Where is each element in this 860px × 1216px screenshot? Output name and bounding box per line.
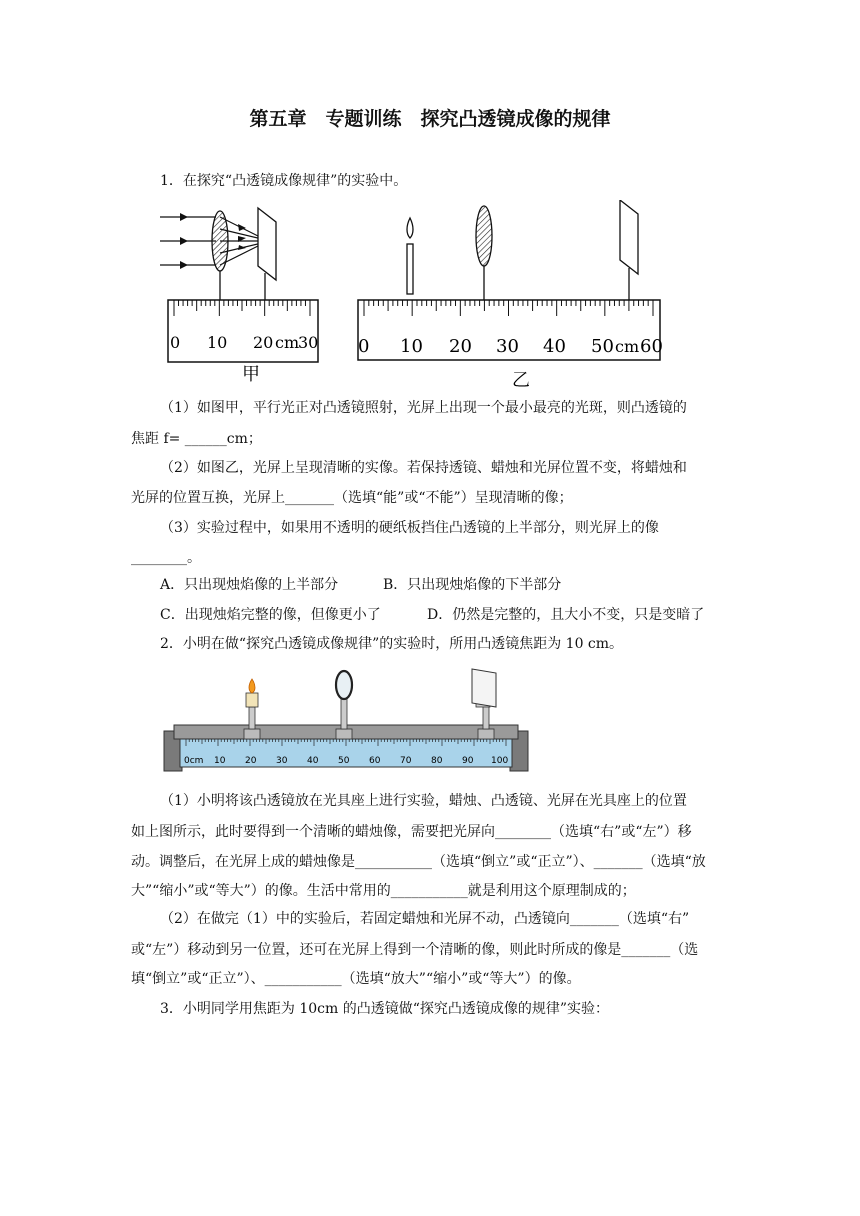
- tick-label: 30: [298, 333, 319, 352]
- q3-stem: 3．小明同学用焦距为 10cm 的凸透镜做“探究凸透镜成像的规律”实验：: [160, 1001, 610, 1017]
- q1-p3-line1: （3）实验过程中，如果用不透明的硬纸板挡住凸透镜的上半部分，则光屏上的像: [160, 520, 659, 536]
- q2-p2-line1: （2）在做完（1）中的实验后，若固定蜡烛和光屏不动，凸透镜向_______（选填“右”: [160, 911, 690, 927]
- bench-tick-label: 30: [276, 756, 288, 766]
- q1-p3-line2: ________。: [131, 550, 201, 566]
- figure-label-yi: 乙: [512, 370, 530, 391]
- q2-p1-line3: 动。调整后，在光屏上成的蜡烛像是___________（选填“倒立”或“正立”）、_______（选填“放: [131, 854, 706, 870]
- bench-tick-label: 0cm: [184, 756, 204, 766]
- screen-yi: [620, 200, 638, 274]
- bench-tick-label: 100: [491, 756, 509, 766]
- tick-label: 50: [591, 336, 614, 357]
- bench-tick-label: 10: [214, 756, 226, 766]
- q2-p1-line2: 如上图所示，此时要得到一个清晰的蜡烛像，需要把光屏向________（选填“右”或“左”）移: [131, 824, 692, 840]
- tick-label: 10: [400, 336, 423, 357]
- figure-yi: [350, 200, 670, 392]
- tick-label: 0: [170, 333, 181, 352]
- q1-p2-line2: 光屏的位置互换，光屏上_______（选填“能”或“不能”）呈现清晰的像；: [131, 490, 573, 506]
- q2-p2-line2: 或“左”）移动到另一位置，还可在光屏上得到一个清晰的像，则此时所成的像是_______（选: [131, 942, 699, 958]
- tick-label: 10: [207, 333, 228, 352]
- q1-stem: 1．在探究“凸透镜成像规律”的实验中。: [160, 173, 408, 189]
- q2-p1-line1: （1）小明将该凸透镜放在光具座上进行实验，蜡烛、凸透镜、光屏在光具座上的位置: [160, 793, 687, 809]
- q2-p2-line3: 填“倒立”或“正立”）、___________（选填“放大”“缩小”或“等大”）的像。: [131, 971, 581, 987]
- q1-option-d: D．仍然是完整的，且大小不变，只是变暗了: [427, 607, 705, 623]
- figure-label-jia: 甲: [242, 364, 260, 385]
- tick-label: 20: [449, 336, 472, 357]
- tick-label: 20: [253, 333, 274, 352]
- q2-stem: 2．小明在做“探究凸透镜成像规律”的实验时，所用凸透镜焦距为 10 cm。: [160, 636, 624, 652]
- page-title: 第五章 专题训练 探究凸透镜成像的规律: [249, 108, 611, 130]
- tick-label: 60: [640, 336, 663, 357]
- bench-tick-label: 60: [369, 756, 381, 766]
- bench-tick-label: 40: [307, 756, 319, 766]
- bench-tick-label: 50: [338, 756, 350, 766]
- tick-label: cm: [275, 333, 300, 352]
- q1-option-a: A．只出现烛焰像的上半部分: [160, 577, 339, 593]
- ruler-jia: [168, 300, 318, 362]
- screen-jia: [258, 208, 276, 280]
- figure-jia: [150, 200, 330, 390]
- lens-yi: [476, 206, 492, 266]
- lens-jia: [212, 211, 228, 271]
- tick-label: 40: [543, 336, 566, 357]
- tick-label: 0: [358, 336, 370, 357]
- lens-holder: [336, 671, 352, 739]
- bench-tick-label: 90: [462, 756, 474, 766]
- optical-bench-figure: [160, 663, 532, 781]
- q2-p1-line4: 大”“缩小”或“等大”）的像。生活中常用的___________就是利用这个原理制成的；: [131, 883, 636, 899]
- q1-option-c: C．出现烛焰完整的像，但像更小了: [160, 607, 381, 623]
- q1-p1-line2: 焦距 f= ______cm；: [131, 431, 262, 447]
- bench-tick-label: 20: [245, 756, 257, 766]
- bench-tick-label: 80: [431, 756, 443, 766]
- candle: [407, 218, 413, 294]
- candle-holder: [244, 679, 260, 739]
- bench-tick-label: 70: [400, 756, 412, 766]
- tick-label: cm: [615, 337, 640, 356]
- tick-label: 30: [496, 336, 519, 357]
- q1-option-b: B．只出现烛焰像的下半部分: [383, 577, 562, 593]
- q1-p2-line1: （2）如图乙，光屏上呈现清晰的实像。若保持透镜、蜡烛和光屏位置不变，将蜡烛和: [160, 460, 687, 476]
- q1-p1-line1: （1）如图甲，平行光正对凸透镜照射，光屏上出现一个最小最亮的光斑，则凸透镜的: [160, 400, 687, 416]
